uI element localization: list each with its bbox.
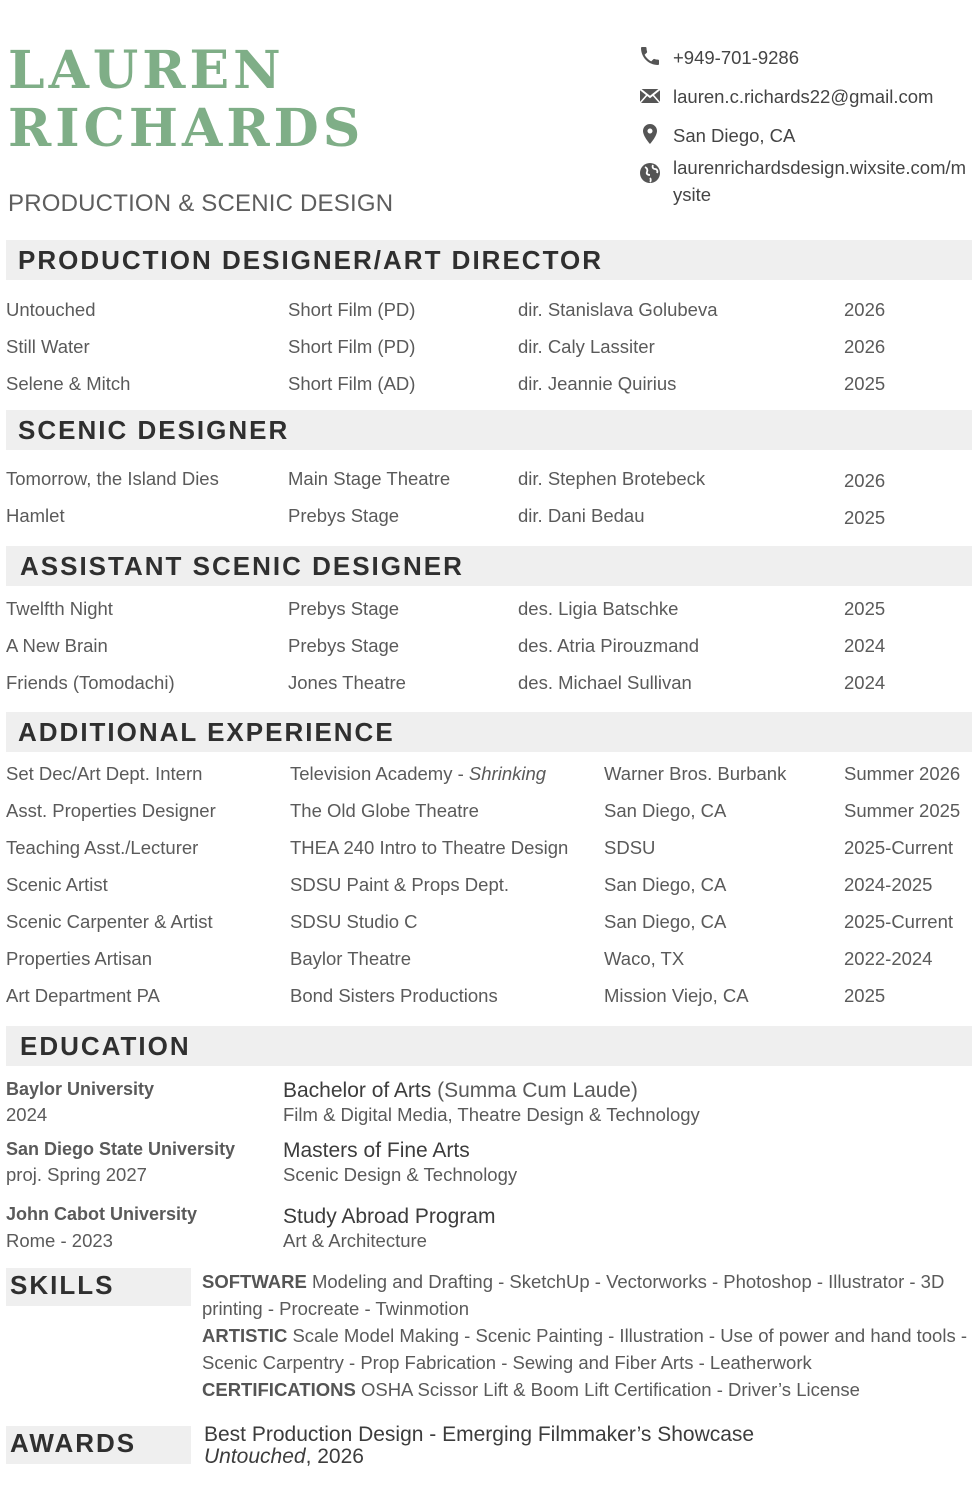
table-row [0, 985, 980, 1011]
project-director: dir. Stanislava Golubeva [518, 299, 718, 320]
project-designer: des. Atria Pirouzmand [518, 635, 699, 656]
job-location: Mission Viejo, CA [604, 985, 749, 1006]
job-organization: SDSU Studio C [290, 911, 418, 932]
skills-software: SOFTWARE Modeling and Drafting - SketchUp - Vectorworks - Photoshop - Illustrator - 3D printing - Procreate - Twinmotion [202, 1271, 945, 1319]
job-dates: 2024-2025 [844, 874, 933, 895]
website-text: laurenrichardsdesign.wixsite.com/mysite [673, 157, 967, 205]
project-type: Short Film (PD) [288, 299, 416, 320]
project-venue: Main Stage Theatre [288, 468, 451, 489]
education-field: Scenic Design & Technology [283, 1164, 518, 1185]
job-location: San Diego, CA [604, 911, 727, 932]
education-field: Art & Architecture [283, 1230, 427, 1251]
job-dates: 2025-Current [844, 911, 954, 932]
section-assistant-scenic-designer [6, 546, 972, 586]
table-row [0, 598, 980, 624]
job-role: Scenic Artist [6, 874, 108, 895]
project-venue: Prebys Stage [288, 505, 400, 526]
project-title: Selene & Mitch [6, 373, 131, 394]
project-title: Hamlet [6, 505, 65, 526]
project-type: Short Film (AD) [288, 373, 416, 394]
job-location: Waco, TX [604, 948, 685, 969]
show-title: Shrinking [468, 763, 547, 784]
education-school: San Diego State University [6, 1139, 236, 1159]
section-title: ASSISTANT SCENIC DESIGNER [20, 551, 464, 581]
project-year: 2026 [844, 470, 886, 491]
education-date: proj. Spring 2027 [6, 1164, 147, 1185]
education-degree: Study Abroad Program [283, 1205, 496, 1228]
contact-phone[interactable] [638, 44, 970, 72]
project-venue: Jones Theatre [288, 672, 406, 693]
project-director: dir. Stephen Brotebeck [518, 468, 706, 489]
table-row [0, 505, 980, 531]
project-year: 2025 [844, 507, 886, 528]
job-organization: THEA 240 Intro to Theatre Design [290, 837, 569, 858]
last-name: RICHARDS [8, 98, 365, 159]
location-text: San Diego, CA [673, 125, 796, 146]
phone-icon [638, 44, 662, 68]
section-title: AWARDS [10, 1428, 137, 1458]
job-dates: 2025 [844, 985, 886, 1006]
job-subtitle: PRODUCTION & SCENIC DESIGN [8, 190, 394, 217]
project-title: Twelfth Night [6, 598, 113, 619]
job-location: San Diego, CA [604, 800, 727, 821]
project-year: 2026 [844, 299, 886, 320]
job-role: Teaching Asst./Lecturer [6, 837, 199, 858]
education-field: Film & Digital Media, Theatre Design & Technology [283, 1104, 700, 1125]
award-film-title: Untouched [204, 1445, 306, 1468]
project-title: Untouched [6, 299, 96, 320]
table-row [0, 837, 980, 863]
globe-icon [638, 161, 662, 185]
job-organization: The Old Globe Theatre [290, 800, 479, 821]
project-title: Still Water [6, 336, 90, 357]
project-year: 2026 [844, 336, 886, 357]
section-additional-experience [6, 712, 972, 752]
first-name: LAUREN [8, 40, 285, 101]
job-location: Warner Bros. Burbank [604, 763, 787, 784]
section-skills [6, 1268, 191, 1306]
skills-certifications: CERTIFICATIONS OSHA Scissor Lift & Boom Lift Certification - Driver’s License [202, 1379, 860, 1400]
job-organization: Television Academy - Shrinking [290, 763, 547, 784]
job-dates: Summer 2026 [844, 763, 961, 784]
table-row [0, 373, 980, 399]
award-entry [204, 1424, 754, 1468]
table-row [0, 911, 980, 937]
education-degree: Bachelor of Arts (Summa Cum Laude) [283, 1079, 638, 1102]
project-year: 2024 [844, 635, 886, 656]
table-row [0, 635, 980, 661]
job-location: San Diego, CA [604, 874, 727, 895]
envelope-icon [638, 84, 662, 108]
project-year: 2025 [844, 373, 886, 394]
table-row [0, 299, 980, 325]
phone-text: +949-701-9286 [673, 47, 800, 68]
job-dates: 2022-2024 [844, 948, 933, 969]
award-project: Untouched, 2026 [204, 1445, 364, 1468]
job-role: Set Dec/Art Dept. Intern [6, 763, 203, 784]
project-year: 2025 [844, 598, 886, 619]
education-school: John Cabot University [6, 1204, 198, 1224]
section-awards [6, 1426, 191, 1464]
job-organization: Baylor Theatre [290, 948, 411, 969]
project-title: Friends (Tomodachi) [6, 672, 175, 693]
project-title: Tomorrow, the Island Dies [6, 468, 219, 489]
degree-honors: (Summa Cum Laude) [431, 1079, 638, 1102]
project-director: dir. Jeannie Quirius [518, 373, 677, 394]
job-organization: Bond Sisters Productions [290, 985, 498, 1006]
job-dates: Summer 2025 [844, 800, 961, 821]
section-title: SCENIC DESIGNER [18, 415, 290, 445]
section-scenic-designer [6, 410, 972, 450]
table-row [0, 800, 980, 826]
job-organization: SDSU Paint & Props Dept. [290, 874, 510, 895]
table-row [0, 874, 980, 900]
table-row [0, 672, 980, 698]
project-title: A New Brain [6, 635, 108, 656]
project-designer: des. Ligia Batschke [518, 598, 679, 619]
project-director: dir. Dani Bedau [518, 505, 645, 526]
section-title: ADDITIONAL EXPERIENCE [18, 717, 395, 747]
section-production-designer [6, 240, 972, 280]
contact-location [638, 122, 970, 150]
table-row [0, 763, 980, 789]
award-name: Best Production Design - Emerging Filmmaker’s Showcase [204, 1423, 755, 1446]
section-title: SKILLS [10, 1270, 115, 1300]
job-role: Asst. Properties Designer [6, 800, 216, 821]
project-designer: des. Michael Sullivan [518, 672, 692, 693]
section-title: PRODUCTION DESIGNER/ART DIRECTOR [18, 245, 603, 275]
email-text: lauren.c.richards22@gmail.com [673, 86, 934, 107]
job-role: Scenic Carpenter & Artist [6, 911, 213, 932]
skills-artistic: ARTISTIC Scale Model Making - Scenic Painting - Illustration - Use of power and hand tools - Scenic Carpentry - Prop Fabrication - Sewing and Fiber Arts - Leatherwork [202, 1325, 968, 1373]
project-director: dir. Caly Lassiter [518, 336, 655, 357]
job-role: Art Department PA [6, 985, 160, 1006]
map-pin-icon [638, 122, 662, 146]
project-type: Short Film (PD) [288, 336, 416, 357]
project-venue: Prebys Stage [288, 635, 400, 656]
contact-website[interactable] [638, 154, 970, 210]
section-title: EDUCATION [20, 1031, 191, 1061]
contact-email[interactable] [638, 83, 970, 111]
project-venue: Prebys Stage [288, 598, 400, 619]
project-year: 2024 [844, 672, 886, 693]
education-degree: Masters of Fine Arts [283, 1139, 470, 1162]
table-row [0, 948, 980, 974]
section-education [6, 1026, 972, 1066]
education-school: Baylor University [6, 1079, 155, 1099]
job-location: SDSU [604, 837, 656, 858]
job-dates: 2025-Current [844, 837, 954, 858]
education-date: 2024 [6, 1104, 48, 1125]
table-row [0, 468, 980, 494]
candidate-name [8, 42, 364, 158]
table-row [0, 336, 980, 362]
skills-list [202, 1268, 972, 1403]
job-role: Properties Artisan [6, 948, 153, 969]
education-date: Rome - 2023 [6, 1230, 113, 1251]
